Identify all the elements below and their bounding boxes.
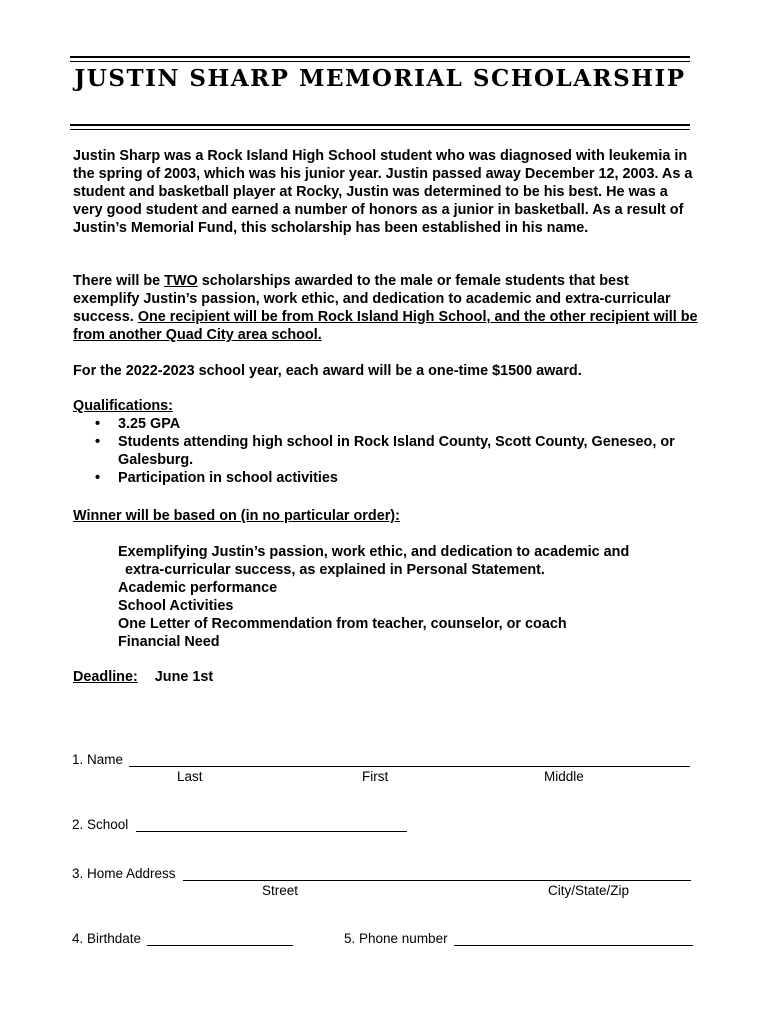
name-field: [72, 752, 123, 767]
top-rule-thin: [70, 61, 690, 62]
phone-field-label: 5. Phone number: [344, 931, 448, 946]
top-rule-thick: [70, 56, 690, 58]
deadline-label: Deadline:: [73, 669, 138, 685]
winner-criteria: [118, 544, 678, 651]
criteria-item-continued: extra-curricular success, as explained in Personal Statement.: [125, 561, 545, 578]
address-blank[interactable]: [183, 880, 691, 881]
awards-mid: scholarships awarded to the male or female students that best exemplify Justin’s passion, work ethic, and dedication to academic and extra-curricular success.: [73, 273, 671, 325]
school-blank[interactable]: [136, 831, 407, 832]
criteria-item: One Letter of Recommendation from teacher, counselor, or coach: [118, 615, 567, 632]
name-blank[interactable]: [129, 766, 690, 767]
title-rule-thin: [70, 129, 690, 130]
address-field-label: 3. Home Address: [72, 866, 176, 881]
qualifications-list: [73, 416, 693, 488]
school-field-label: 2. School: [72, 817, 129, 832]
phone-blank[interactable]: [454, 945, 693, 946]
deadline: [73, 669, 213, 687]
criteria-item: School Activities: [118, 597, 234, 614]
criteria-item: Exemplifying Justin’s passion, work ethic, and dedication to academic and: [118, 544, 630, 560]
awards-pre: There will be: [73, 273, 165, 289]
qualification-item: • Students attending high school in Rock Island County, Scott County, Geneseo, or Galesburg.: [73, 434, 693, 470]
qualification-item: • 3.25 GPA: [73, 416, 693, 434]
awards-paragraph: [73, 273, 698, 345]
name-middle-caption: Middle: [544, 769, 584, 784]
name-last-caption: Last: [177, 769, 203, 784]
awards-recipients: One recipient will be from Rock Island High School, and the other recipient will be from another Quad City area school.: [73, 308, 698, 343]
criteria-item: Academic performance: [118, 579, 278, 596]
qualification-item: • Participation in school activities: [73, 470, 693, 488]
qualifications-heading: Qualifications:: [73, 398, 173, 414]
intro-paragraph: Justin Sharp was a Rock Island High School student who was diagnosed with leukemia in the spring of 2003, which was his junior year. Justin passed away December 12, 2003. As a student and basketball player at Rocky, Justin was determined to be his best. He was a very good student and earned a number of honors as a junior in basketball. As a result of Justin’s Memorial Fund, this scholarship has been established in his name.: [73, 148, 693, 236]
birthdate-field-label: 4. Birthdate: [72, 931, 142, 946]
address-street-caption: Street: [262, 883, 299, 898]
birthdate-blank[interactable]: [147, 945, 293, 946]
title-rule-thick: [70, 124, 690, 126]
name-label: 1. Name: [72, 752, 124, 767]
school-year-text: For the 2022-2023 school year, each award will be a one-time $1500 award.: [73, 363, 582, 379]
deadline-value: June 1st: [154, 669, 214, 685]
name-first-caption: First: [362, 769, 389, 784]
page-title: JUSTIN SHARP MEMORIAL SCHOLARSHIP: [74, 65, 686, 92]
address-city-caption: City/State/Zip: [548, 883, 630, 898]
criteria-item: Financial Need: [118, 633, 220, 650]
winner-heading: Winner will be based on (in no particular order):: [73, 508, 400, 524]
awards-two: TWO: [164, 273, 198, 289]
